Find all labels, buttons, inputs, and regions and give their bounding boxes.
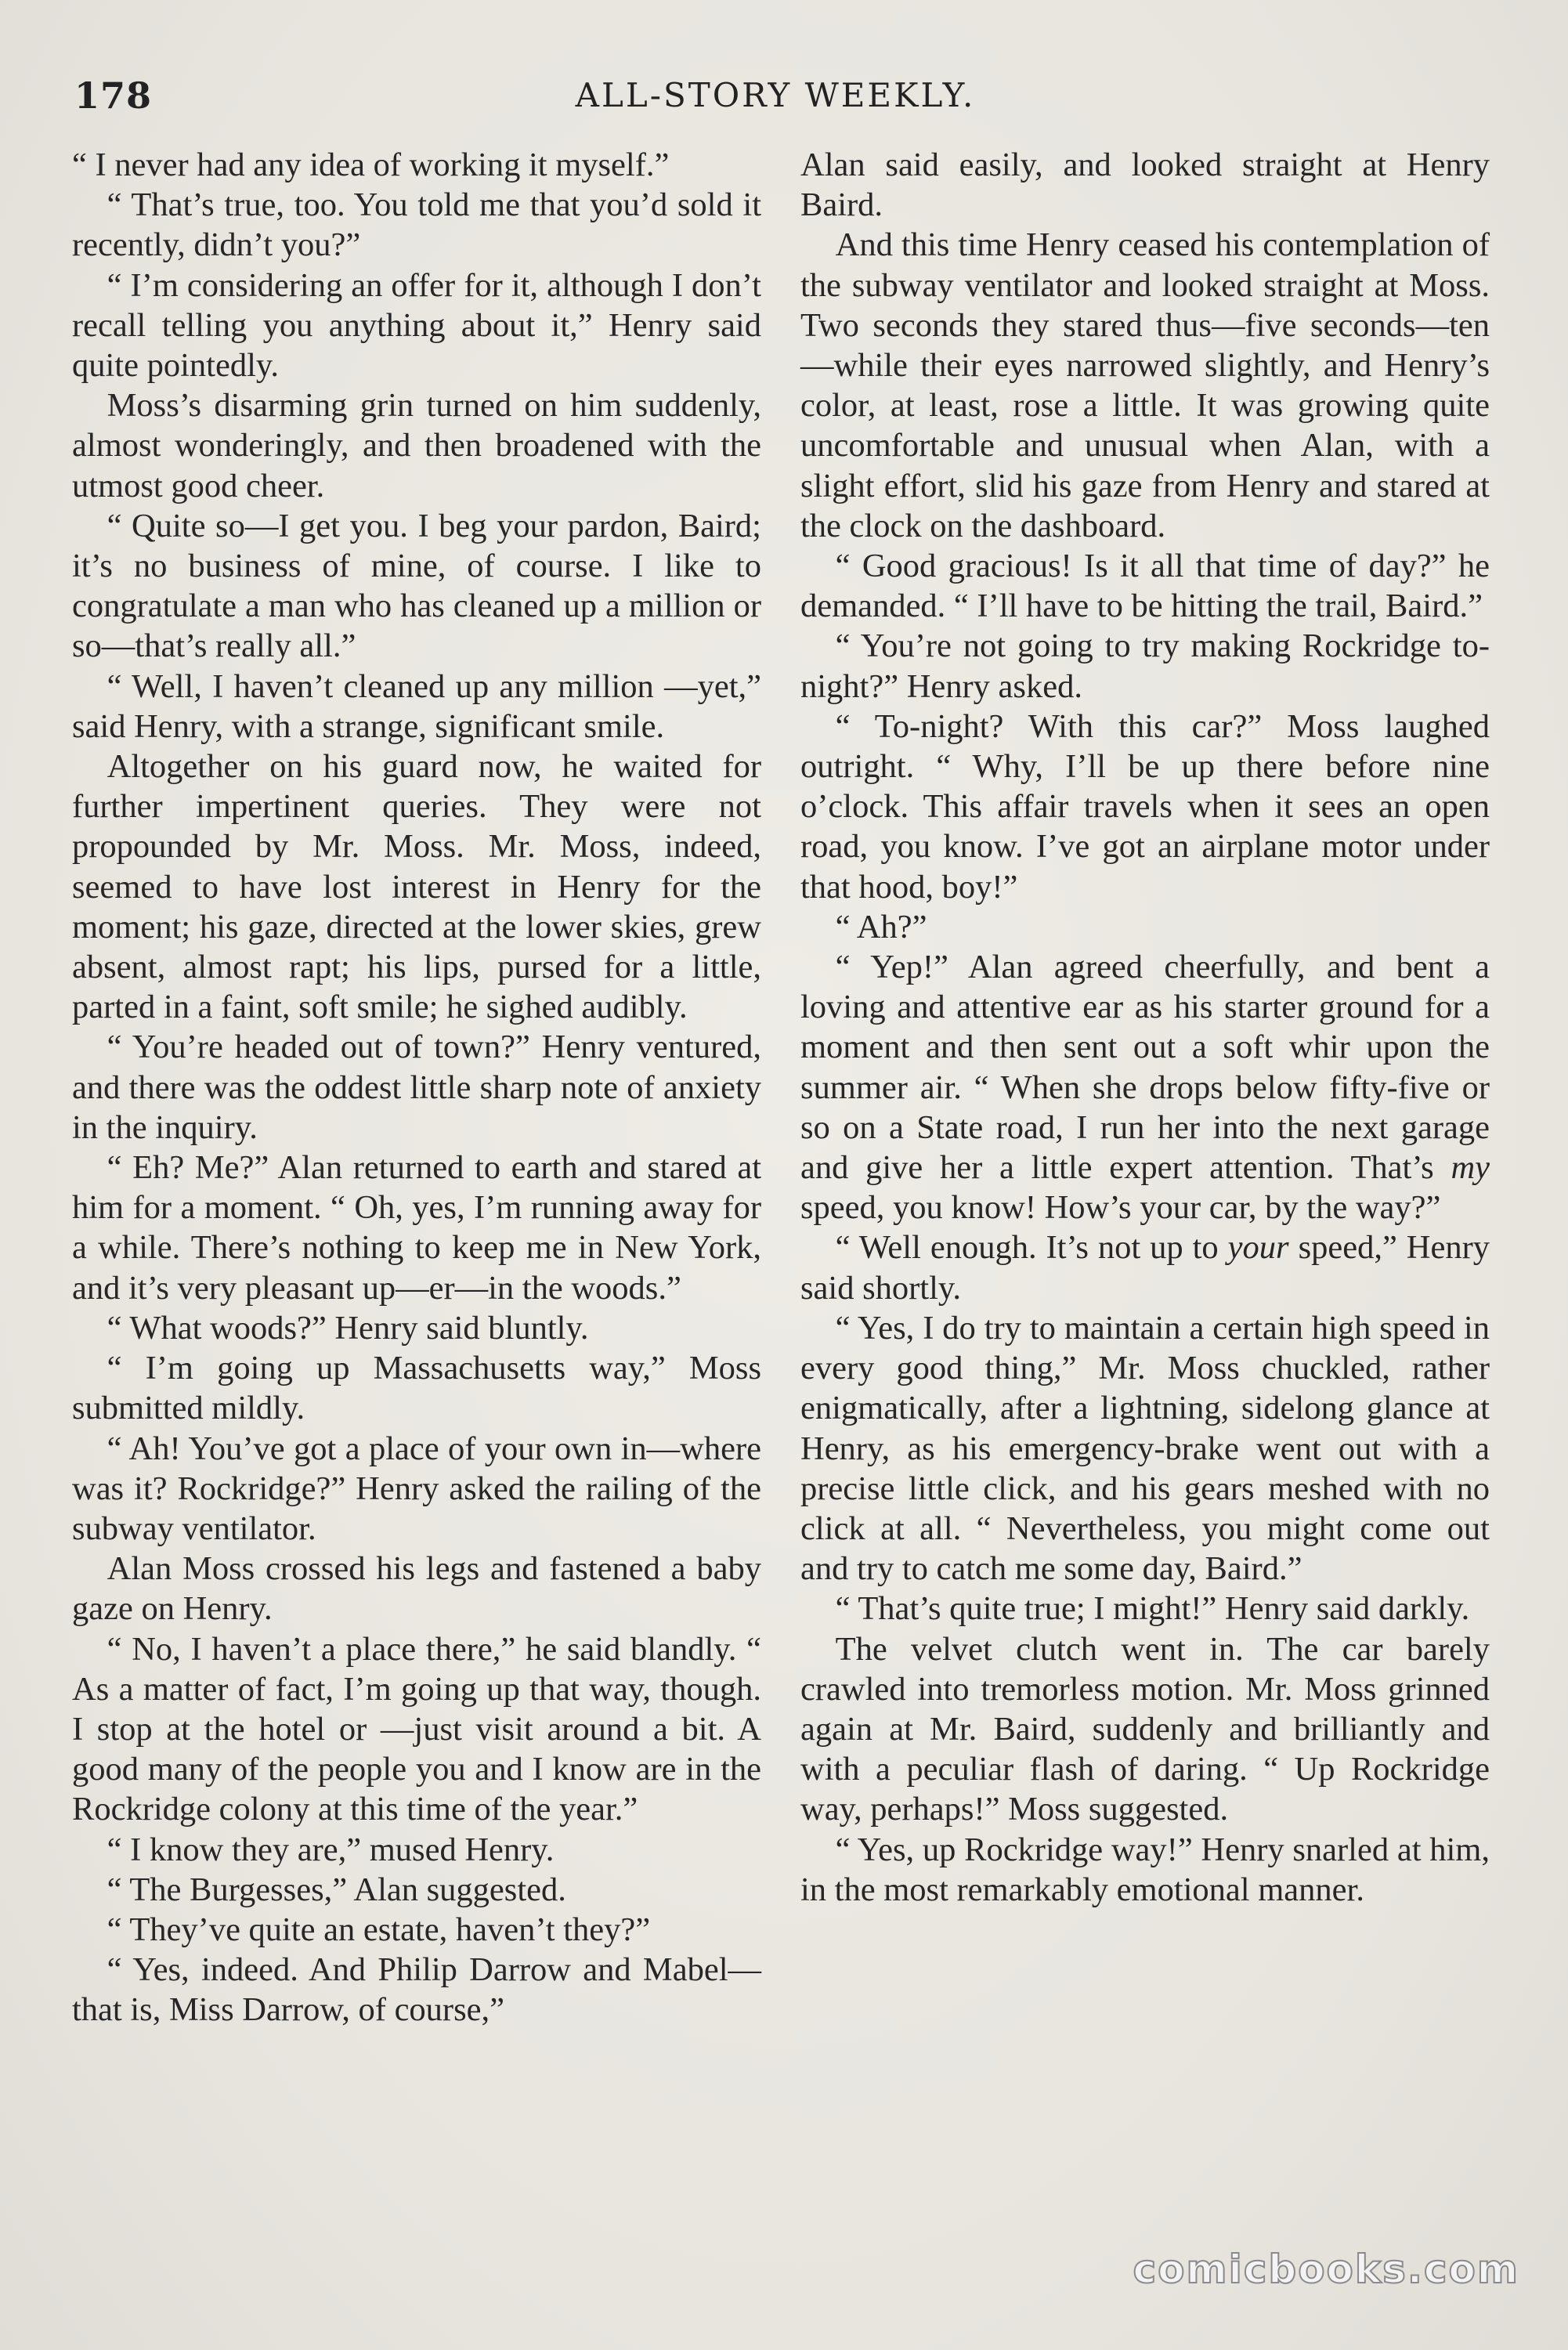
paragraph: “ Ah! You’ve got a place of your own in—where was it? Rockridge?” Henry asked the railing of the subway ventilator. — [72, 1430, 761, 1547]
paragraph: “ I’m considering an offer for it, although I don’t recall telling you anything about it,” Henry said quite pointedly. — [72, 266, 761, 385]
paragraph: “ No, I haven’t a place there,” he said blandly. “ As a matter of fact, I’m going up that way, though. I stop at the hotel or —just visit around a bit. A good many of the people you and I know are in the Rockridge colony at this time of the year.” — [72, 1630, 761, 1828]
paragraph: “ You’re headed out of town?” Henry ventured, and there was the oddest little sharp note of anxiety in the inquiry. — [72, 1029, 761, 1146]
paragraph: “ They’ve quite an estate, haven’t they?” — [107, 1911, 651, 1948]
paragraph: “ Quite so—I get you. I beg your pardon, Baird; it’s no business of mine, of course. I like to congratulate a man who has cleaned up a million or so—that’s really all.” — [72, 507, 761, 665]
paragraph-text: speed, you know! How’s your car, by the way?” — [800, 1189, 1441, 1227]
paragraph: “ Ah?” — [835, 908, 927, 945]
paragraph: “ Yes, I do try to maintain a certain high speed in every good thing,” Mr. Moss chuckled, rather enigmatically, after a lightning, sidelong glance at Henry, as his emergency-brake went out with a precise little click, and his gears meshed with no click at all. “ Nevertheless, you might come out and try to catch me some day, Baird.” — [800, 1309, 1490, 1588]
paragraph: “ That’s quite true; I might!” Henry said darkly. — [835, 1590, 1470, 1628]
right-text-column — [800, 145, 1490, 2291]
paragraph: “ Yes, up Rockridge way!” Henry snarled at him, in the most remarkably emotional manner. — [800, 1831, 1490, 1908]
paragraph: “ You’re not going to try making Rockridge to-night?” Henry asked. — [800, 627, 1490, 705]
paragraph: The velvet clutch went in. The car barely crawled into tremorless motion. Mr. Moss grinned again at Mr. Baird, suddenly and brilliantly and with a peculiar flash of daring. “ Up Rockridge way, perhaps!” Moss suggested. — [800, 1630, 1490, 1828]
paragraph: “ Well, I haven’t cleaned up any million —yet,” said Henry, with a strange, significant smile. — [72, 667, 761, 745]
paragraph: “ That’s true, too. You told me that you’d sold it recently, didn’t you?” — [72, 186, 761, 264]
paragraph: “ What woods?” Henry said bluntly. — [107, 1309, 589, 1347]
paragraph — [800, 1227, 1490, 1307]
paragraph: “ I know they are,” mused Henry. — [107, 1831, 555, 1868]
paragraph: “ I never had any idea of working it myself.” — [72, 146, 670, 183]
paragraph: “ The Burgesses,” Alan suggested. — [107, 1871, 566, 1908]
paragraph: “ To-night? With this car?” Moss laughed outright. “ Why, I’ll be up there before nine o’clock. This affair travels when it sees an open road, you know. I’ve got an airplane motor under that hood, boy!” — [800, 707, 1490, 906]
italic-word: your — [1227, 1229, 1289, 1267]
paragraph-text: “ Well enough. It’s not up to — [835, 1229, 1228, 1267]
italic-word: my — [1451, 1149, 1490, 1187]
paragraph: And this time Henry ceased his contemplation of the subway ventilator and looked straight at Moss. Two seconds they stared thus—five seconds—ten—while their eyes narrowed slightly, and Henry’s color, at least, rose a little. It was growing quite uncomfortable and unusual when Alan, with a slight effort, slid his gaze from Henry and stared at the clock on the dashboard. — [800, 226, 1490, 544]
site-watermark: comicbooks.com — [1133, 2247, 1519, 2292]
paragraph: “ I’m going up Massachusetts way,” Moss submitted mildly. — [72, 1350, 761, 1427]
page-header — [74, 74, 1476, 129]
paragraph-text: speed,” Henry said shortly. — [800, 1229, 1490, 1307]
running-title: ALL-STORY WEEKLY. — [575, 76, 976, 114]
paragraph: Moss’s disarming grin turned on him suddenly, almost wonderingly, and then broadened with the utmost good cheer. — [72, 387, 761, 504]
paragraph: “ Yes, indeed. And Philip Darrow and Mabel—that is, Miss Darrow, of course,” — [72, 1951, 761, 2029]
left-text-column — [72, 145, 761, 2291]
page-number: 178 — [74, 74, 153, 117]
paragraph: Alan Moss crossed his legs and fastened a baby gaze on Henry. — [72, 1550, 761, 1628]
paragraph: Altogether on his guard now, he waited for further impertinent queries. They were not propounded by Mr. Moss. Mr. Moss, indeed, seemed to have lost interest in Henry for the moment; his gaze, directed at the lower skies, grew absent, almost rapt; his lips, pursed for a little, parted in a faint, soft smile; he sighed audibly. — [72, 748, 761, 1026]
paragraph-text: “ Yep!” Alan agreed cheerfully, and bent a loving and attentive ear as his starter ground for a moment and then sent out a soft whir upon the summer air. “ When she drops below fifty-five or so on a State road, I run her into the next garage and give her a little expert attention. That’s — [800, 949, 1490, 1187]
paragraph — [800, 947, 1490, 1227]
paragraph: “ Eh? Me?” Alan returned to earth and stared at him for a moment. “ Oh, yes, I’m running away for a while. There’s nothing to keep me in New York, and it’s very pleasant up—er—in the woods.” — [72, 1149, 761, 1307]
paragraph: “ Good gracious! Is it all that time of day?” he demanded. “ I’ll have to be hitting the trail, Baird.” — [800, 548, 1490, 625]
paragraph: Alan said easily, and looked straight at Henry Baird. — [800, 146, 1490, 224]
